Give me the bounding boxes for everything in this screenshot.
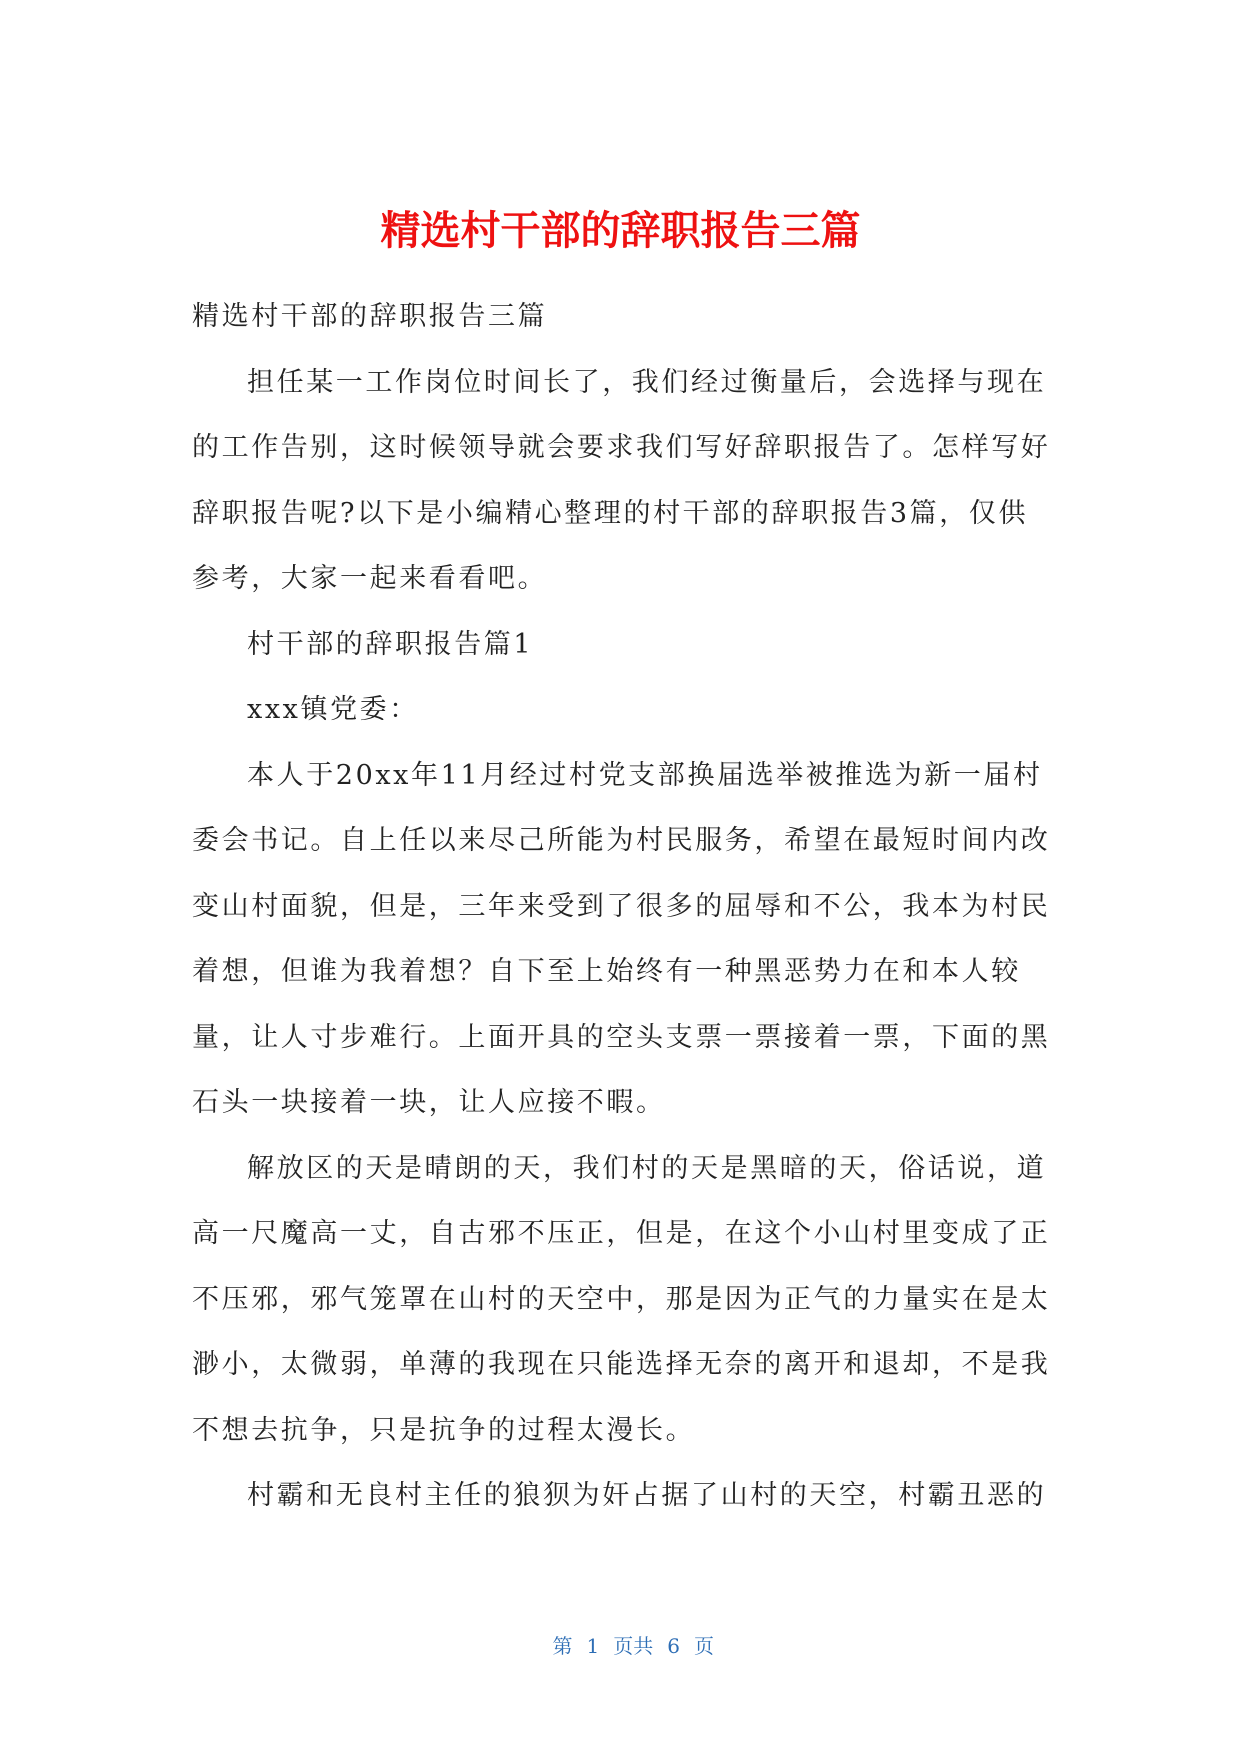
paragraph-body-3: 村霸和无良村主任的狼狈为奸占据了山村的天空，村霸丑恶的 bbox=[247, 1480, 1047, 1511]
footer-suffix: 页 bbox=[693, 1634, 714, 1658]
footer-current-page: 1 bbox=[586, 1634, 600, 1658]
footer-mid: 页共 bbox=[613, 1634, 654, 1658]
page-footer bbox=[0, 1604, 1241, 1688]
section-heading: 村干部的辞职报告篇1 bbox=[247, 628, 534, 660]
paragraph-body-1: 本人于20xx年11月经过村党支部换届选举被推选为新一届村委会书记。自上任以来尽己所能为村民服务，希望在最短时间内改变山村面貌，但是，三年来受到了很多的屈辱和不公，我本为村民着想，但谁为我着想？自下至上始终有一种黑恶势力在和本人较量，让人寸步难行。上面开具的空头支票一票接着一票，下面的黑石头一块接着一块，让人应接不暇。 bbox=[192, 759, 1051, 1118]
paragraph-intro: 担任某一工作岗位时间长了，我们经过衡量后，会选择与现在的工作告别，这时候领导就会要求我们写好辞职报告了。怎样写好辞职报告呢?以下是小编精心整理的村干部的辞职报告3篇，仅供参考，大家一起来看看吧。 bbox=[192, 366, 1051, 594]
paragraph-body-2: 解放区的天是晴朗的天，我们村的天是黑暗的天，俗话说，道高一尺魔高一丈，自古邪不压正，但是，在这个小山村里变成了正不压邪，邪气笼罩在山村的天空中，那是因为正气的力量实在是太渺小，太微弱，单薄的我现在只能选择无奈的离开和退却，不是我不想去抗争，只是抗争的过程太漫长。 bbox=[192, 1152, 1051, 1446]
document-body bbox=[192, 284, 1052, 1529]
footer-prefix: 第 bbox=[552, 1634, 573, 1658]
document-subtitle: 精选村干部的辞职报告三篇 bbox=[192, 301, 548, 332]
letter-salutation: xxx镇党委： bbox=[247, 694, 419, 725]
document-title: 精选村干部的辞职报告三篇 bbox=[380, 208, 861, 254]
footer-total-pages: 6 bbox=[667, 1634, 680, 1658]
